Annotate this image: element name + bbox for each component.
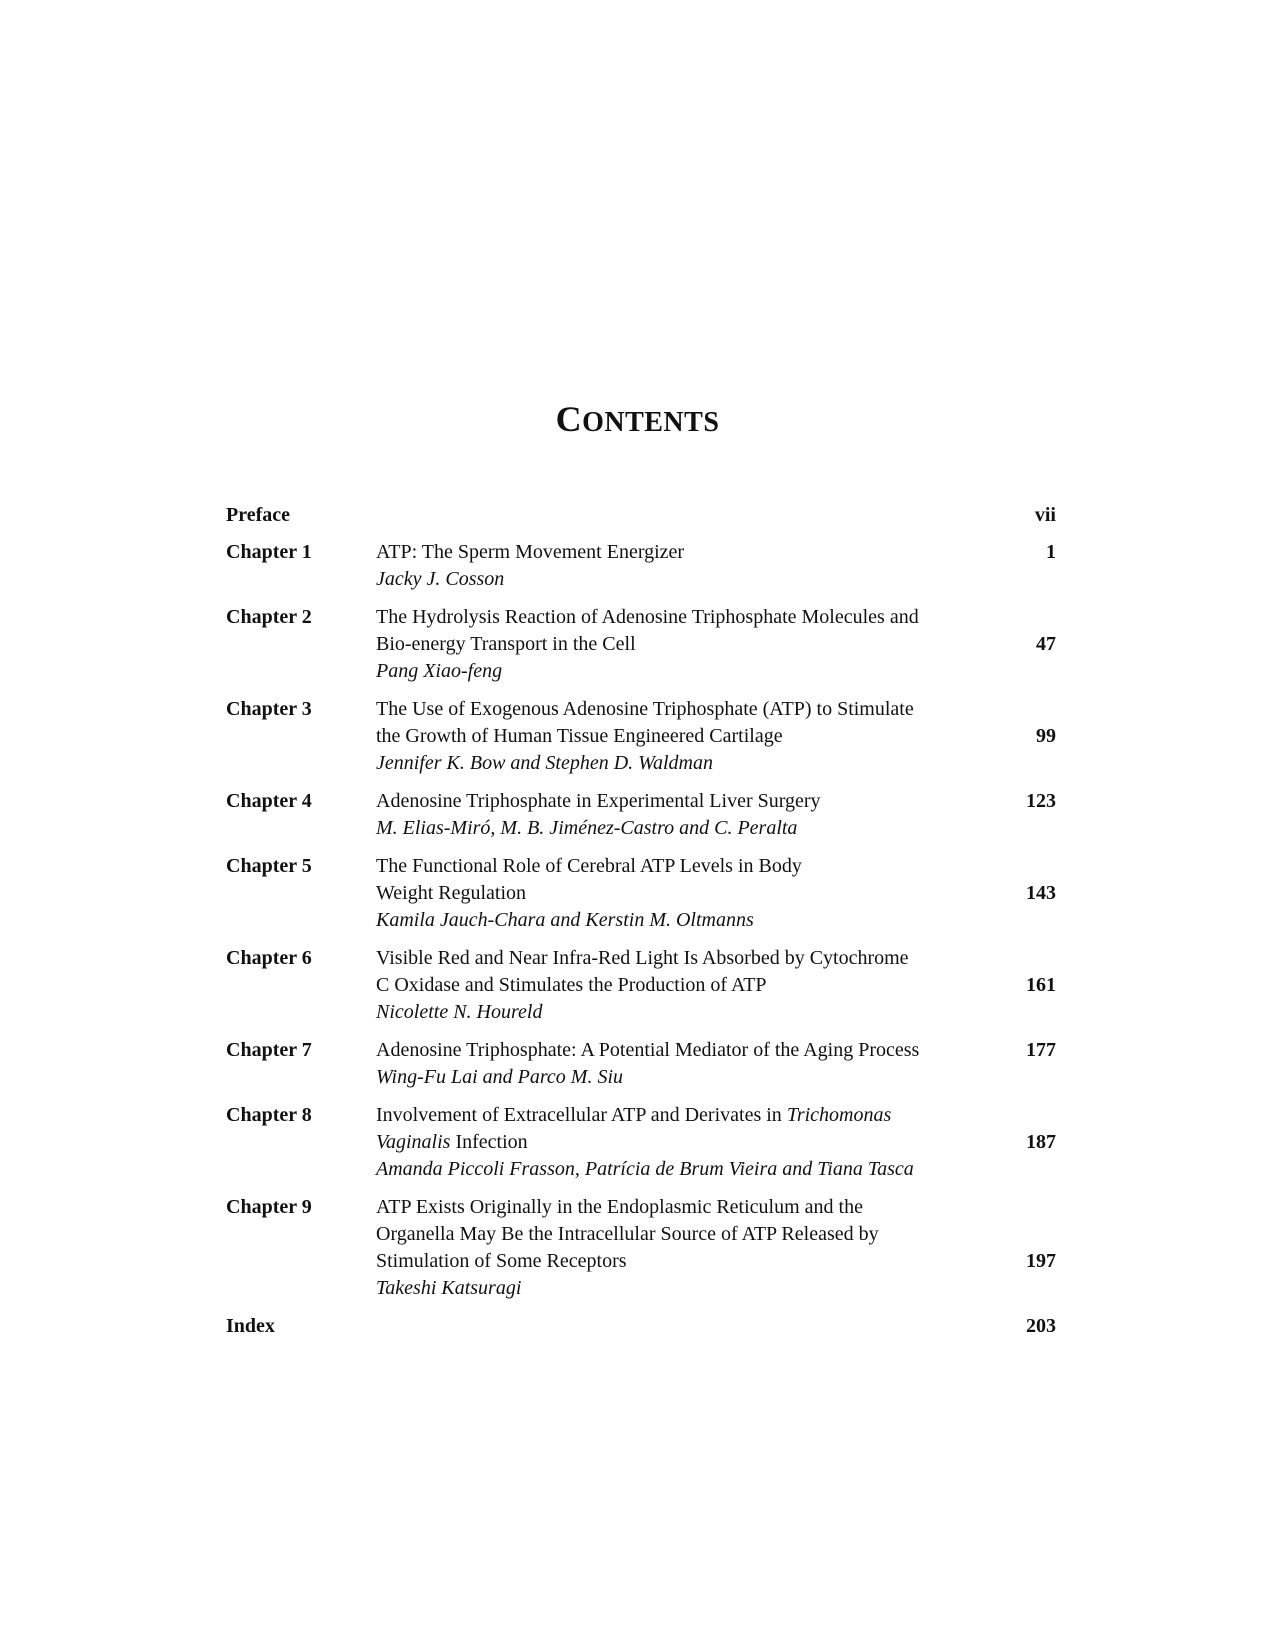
entry-body	[376, 1194, 1056, 1302]
entry-page-number: 197	[1026, 1250, 1056, 1272]
entry-label: Chapter 8	[226, 1104, 312, 1126]
toc-entry[interactable]	[226, 539, 1056, 593]
entry-title-line: ATP Exists Originally in the Endoplasmic Reticulum and the	[376, 1196, 863, 1218]
toc-entry[interactable]	[226, 1313, 1056, 1340]
toc-entry[interactable]	[226, 1037, 1056, 1091]
entry-body	[376, 1037, 1056, 1091]
entry-title-line: Visible Red and Near Infra-Red Light Is Absorbed by Cytochrome	[376, 947, 909, 969]
entry-authors: Takeshi Katsuragi	[376, 1277, 522, 1299]
entry-page-number: 177	[1026, 1039, 1056, 1061]
entry-body	[376, 945, 1056, 1026]
entry-title-line: Bio-energy Transport in the Cell	[376, 633, 636, 655]
entry-body	[376, 539, 1056, 593]
entry-body	[376, 696, 1056, 777]
entry-label: Chapter 6	[226, 947, 312, 969]
entry-body	[376, 853, 1056, 934]
entry-body	[376, 1313, 1056, 1340]
entry-body	[376, 604, 1056, 685]
entry-label: Preface	[226, 504, 291, 526]
entry-page-number: 123	[1026, 790, 1056, 812]
toc-entry[interactable]	[226, 788, 1056, 842]
entry-body	[376, 502, 1056, 529]
table-of-contents	[226, 502, 1056, 1350]
entry-authors: Kamila Jauch-Chara and Kerstin M. Oltmanns	[376, 909, 754, 931]
page-title	[0, 398, 1275, 440]
entry-page-number: 99	[1036, 725, 1056, 747]
entry-authors: M. Elias-Miró, M. B. Jiménez-Castro and C. Peralta	[376, 817, 798, 839]
entry-label: Chapter 2	[226, 606, 312, 628]
entry-title-line: Weight Regulation	[376, 882, 527, 904]
page-title-initial: C	[555, 399, 583, 439]
entry-authors: Wing-Fu Lai and Parco M. Siu	[376, 1066, 624, 1088]
entry-authors: Jacky J. Cosson	[376, 568, 505, 590]
entry-body	[376, 1102, 1056, 1183]
entry-authors: Pang Xiao-feng	[376, 660, 503, 682]
entry-label: Chapter 5	[226, 855, 312, 877]
entry-authors: Jennifer K. Bow and Stephen D. Waldman	[376, 752, 714, 774]
entry-page-number: 47	[1036, 633, 1056, 655]
entry-title-line: The Hydrolysis Reaction of Adenosine Triphosphate Molecules and	[376, 606, 919, 628]
entry-page-number: 203	[1026, 1315, 1056, 1337]
entry-page-number: 161	[1026, 974, 1056, 996]
entry-authors: Amanda Piccoli Frasson, Patrícia de Brum Vieira and Tiana Tasca	[376, 1158, 914, 1180]
entry-page-number: 187	[1026, 1131, 1056, 1153]
page-title-rest: ONTENTS	[582, 407, 720, 438]
toc-entry[interactable]	[226, 604, 1056, 685]
entry-title-line: The Functional Role of Cerebral ATP Levels in Body	[376, 855, 802, 877]
entry-label: Chapter 4	[226, 790, 312, 812]
entry-title-line: C Oxidase and Stimulates the Production of ATP	[376, 974, 767, 996]
entry-label: Chapter 7	[226, 1039, 312, 1061]
entry-title-line: Organella May Be the Intracellular Source of ATP Released by	[376, 1223, 879, 1245]
toc-entry[interactable]	[226, 945, 1056, 1026]
entry-title: Involvement of Extracellular ATP and Derivates in Trichomonas Vaginalis Infection	[376, 1104, 892, 1153]
entry-body	[376, 788, 1056, 842]
entry-authors: Nicolette N. Houreld	[376, 1001, 543, 1023]
entry-label: Chapter 1	[226, 541, 312, 563]
entry-label: Chapter 3	[226, 698, 312, 720]
entry-page-number: vii	[1034, 504, 1056, 526]
toc-entry[interactable]	[226, 696, 1056, 777]
entry-title-line: the Growth of Human Tissue Engineered Cartilage	[376, 725, 783, 747]
entry-title-line: ATP: The Sperm Movement Energizer	[376, 541, 685, 563]
toc-entry[interactable]	[226, 853, 1056, 934]
toc-entry[interactable]	[226, 1102, 1056, 1183]
entry-label: Index	[226, 1315, 275, 1337]
entry-title-line: Adenosine Triphosphate in Experimental Liver Surgery	[376, 790, 821, 812]
entry-label: Chapter 9	[226, 1196, 312, 1218]
entry-page-number: 1	[1046, 541, 1056, 563]
toc-entry[interactable]	[226, 502, 1056, 529]
entry-title-line: Stimulation of Some Receptors	[376, 1250, 627, 1272]
entry-title-line: Adenosine Triphosphate: A Potential Mediator of the Aging Process	[376, 1039, 920, 1061]
toc-entry[interactable]	[226, 1194, 1056, 1302]
entry-title-line: The Use of Exogenous Adenosine Triphosphate (ATP) to Stimulate	[376, 698, 914, 720]
entry-page-number: 143	[1026, 882, 1056, 904]
